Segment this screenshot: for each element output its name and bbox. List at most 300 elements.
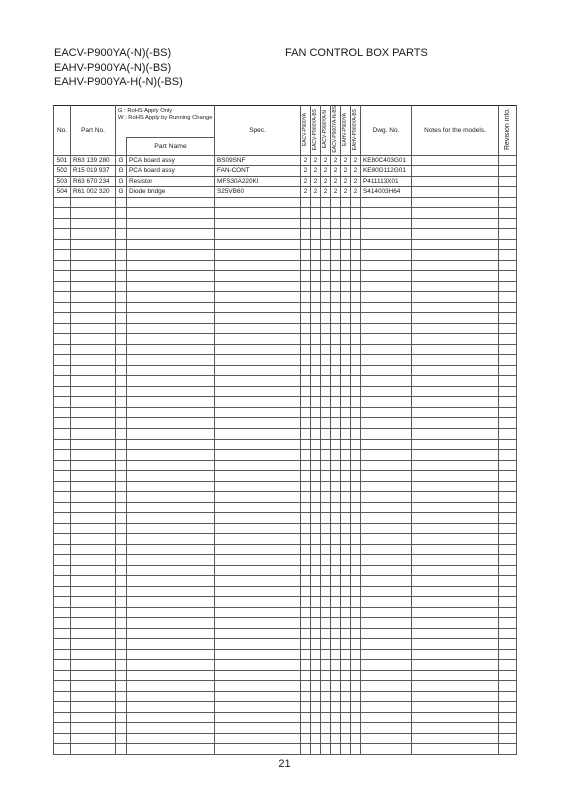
row-notes	[412, 176, 499, 187]
row-qty	[341, 618, 351, 629]
row-qty	[341, 660, 351, 671]
row-qty	[301, 344, 311, 355]
row-qty	[311, 344, 321, 355]
row-part-name	[127, 471, 215, 482]
row-no	[54, 597, 71, 608]
row-qty	[321, 597, 331, 608]
row-no	[54, 618, 71, 629]
row-rohs	[116, 544, 127, 555]
row-part-no	[71, 218, 116, 229]
row-notes	[412, 208, 499, 219]
row-notes	[412, 187, 499, 198]
row-qty	[331, 481, 341, 492]
row-qty	[321, 660, 331, 671]
row-notes	[412, 681, 499, 692]
row-revision	[499, 660, 517, 671]
table-row	[54, 386, 517, 397]
row-qty	[331, 576, 341, 587]
row-qty	[321, 313, 331, 324]
row-qty	[351, 639, 361, 650]
table-row	[54, 712, 517, 723]
row-spec: S25VB60	[215, 187, 301, 198]
row-qty	[321, 376, 331, 387]
row-qty	[351, 502, 361, 513]
row-part-no	[71, 397, 116, 408]
row-qty	[311, 250, 321, 261]
row-qty	[331, 544, 341, 555]
row-no	[54, 576, 71, 587]
row-spec: BS09SNF	[215, 155, 301, 166]
row-qty	[311, 744, 321, 755]
row-part-name	[127, 250, 215, 261]
row-notes	[412, 197, 499, 208]
row-no	[54, 492, 71, 503]
row-qty	[311, 681, 321, 692]
row-dwg-no	[361, 481, 412, 492]
table-row	[54, 513, 517, 524]
row-qty	[321, 208, 331, 219]
row-no	[54, 513, 71, 524]
row-qty	[311, 670, 321, 681]
row-no	[54, 670, 71, 681]
row-spec	[215, 397, 301, 408]
row-no	[54, 681, 71, 692]
row-qty	[321, 344, 331, 355]
row-qty	[321, 639, 331, 650]
row-no	[54, 691, 71, 702]
row-qty	[331, 281, 341, 292]
row-qty	[341, 197, 351, 208]
row-spec	[215, 281, 301, 292]
table-row	[54, 744, 517, 755]
row-spec	[215, 323, 301, 334]
row-rohs	[116, 502, 127, 513]
row-notes	[412, 365, 499, 376]
row-part-name	[127, 229, 215, 240]
row-rohs	[116, 260, 127, 271]
row-qty	[341, 460, 351, 471]
row-qty	[321, 744, 331, 755]
row-part-no	[71, 197, 116, 208]
row-spec: FAN-CONT	[215, 166, 301, 177]
row-no	[54, 229, 71, 240]
model-list	[54, 46, 183, 90]
row-qty	[301, 260, 311, 271]
row-qty: 2	[321, 187, 331, 198]
row-qty	[321, 712, 331, 723]
row-qty	[321, 218, 331, 229]
row-spec	[215, 544, 301, 555]
row-no	[54, 407, 71, 418]
row-qty	[331, 407, 341, 418]
row-part-name	[127, 702, 215, 713]
row-qty	[311, 628, 321, 639]
row-part-no	[71, 712, 116, 723]
row-qty	[351, 607, 361, 618]
row-qty	[351, 397, 361, 408]
row-qty	[351, 492, 361, 503]
row-qty: 2	[301, 155, 311, 166]
row-rohs	[116, 565, 127, 576]
table-row	[54, 355, 517, 366]
row-qty	[321, 618, 331, 629]
table-row	[54, 439, 517, 450]
row-part-no	[71, 660, 116, 671]
row-qty	[311, 218, 321, 229]
row-no	[54, 250, 71, 261]
row-dwg-no	[361, 450, 412, 461]
row-notes	[412, 376, 499, 387]
row-qty	[311, 323, 321, 334]
row-qty	[311, 397, 321, 408]
row-notes	[412, 691, 499, 702]
row-qty	[351, 649, 361, 660]
page-title: FAN CONTROL BOX PARTS	[285, 47, 428, 59]
row-qty	[341, 344, 351, 355]
row-dwg-no	[361, 281, 412, 292]
row-qty	[351, 618, 361, 629]
row-qty	[311, 386, 321, 397]
row-part-no	[71, 471, 116, 482]
row-qty	[331, 218, 341, 229]
row-qty	[321, 239, 331, 250]
row-part-name	[127, 523, 215, 534]
row-no	[54, 397, 71, 408]
row-revision	[499, 250, 517, 261]
row-spec	[215, 733, 301, 744]
row-dwg-no	[361, 334, 412, 345]
row-revision	[499, 534, 517, 545]
row-qty	[311, 555, 321, 566]
row-no	[54, 544, 71, 555]
row-qty	[341, 649, 351, 660]
row-revision	[499, 166, 517, 177]
row-qty	[301, 471, 311, 482]
row-part-name	[127, 271, 215, 282]
row-dwg-no	[361, 492, 412, 503]
row-qty	[331, 492, 341, 503]
row-qty	[341, 323, 351, 334]
row-part-no: R63 670 234	[71, 176, 116, 187]
row-spec	[215, 407, 301, 418]
row-notes	[412, 323, 499, 334]
row-part-name	[127, 481, 215, 492]
row-notes	[412, 397, 499, 408]
row-qty	[301, 681, 311, 692]
row-qty	[311, 513, 321, 524]
row-qty	[331, 660, 341, 671]
row-notes	[412, 618, 499, 629]
row-qty	[301, 481, 311, 492]
row-qty	[311, 660, 321, 671]
row-qty	[301, 197, 311, 208]
row-spec	[215, 429, 301, 440]
table-row	[54, 281, 517, 292]
row-qty: 2	[321, 176, 331, 187]
row-qty	[301, 492, 311, 503]
row-rohs	[116, 429, 127, 440]
row-qty	[341, 702, 351, 713]
row-qty	[301, 376, 311, 387]
row-qty	[351, 334, 361, 345]
row-qty	[331, 292, 341, 303]
row-qty	[341, 313, 351, 324]
row-qty	[321, 386, 331, 397]
row-qty	[351, 355, 361, 366]
row-qty	[351, 523, 361, 534]
row-qty	[351, 197, 361, 208]
row-qty	[301, 365, 311, 376]
row-no: 502	[54, 166, 71, 177]
row-part-name: PCA board assy	[127, 166, 215, 177]
row-dwg-no	[361, 513, 412, 524]
row-notes	[412, 523, 499, 534]
row-notes	[412, 155, 499, 166]
row-qty	[301, 229, 311, 240]
row-part-no: R15 019 937	[71, 166, 116, 177]
row-part-name	[127, 418, 215, 429]
row-no	[54, 323, 71, 334]
table-row	[54, 607, 517, 618]
row-rohs	[116, 712, 127, 723]
row-qty	[311, 649, 321, 660]
row-qty	[331, 197, 341, 208]
row-qty: 2	[351, 166, 361, 177]
row-notes	[412, 502, 499, 513]
row-qty	[331, 639, 341, 650]
row-rohs: G	[116, 187, 127, 198]
row-part-no	[71, 450, 116, 461]
row-qty	[341, 691, 351, 702]
row-notes	[412, 386, 499, 397]
row-qty	[351, 660, 361, 671]
row-dwg-no	[361, 386, 412, 397]
row-notes	[412, 586, 499, 597]
row-qty	[331, 691, 341, 702]
row-revision	[499, 429, 517, 440]
row-qty: 2	[331, 187, 341, 198]
row-revision	[499, 639, 517, 650]
row-qty	[341, 376, 351, 387]
row-qty	[331, 502, 341, 513]
row-qty: 2	[301, 187, 311, 198]
table-row	[54, 576, 517, 587]
table-row	[54, 376, 517, 387]
table-row	[54, 492, 517, 503]
row-notes	[412, 733, 499, 744]
row-qty: 2	[341, 187, 351, 198]
row-rohs	[116, 460, 127, 471]
row-qty: 2	[321, 166, 331, 177]
row-dwg-no	[361, 555, 412, 566]
row-qty	[321, 334, 331, 345]
row-spec	[215, 344, 301, 355]
row-part-no	[71, 365, 116, 376]
row-notes	[412, 334, 499, 345]
row-qty	[331, 386, 341, 397]
row-qty	[321, 691, 331, 702]
row-revision	[499, 607, 517, 618]
row-rohs	[116, 197, 127, 208]
row-part-no	[71, 555, 116, 566]
row-rohs	[116, 355, 127, 366]
row-no	[54, 639, 71, 650]
row-qty	[351, 302, 361, 313]
row-qty	[331, 670, 341, 681]
row-revision	[499, 481, 517, 492]
row-revision	[499, 670, 517, 681]
table-row	[54, 523, 517, 534]
row-qty	[311, 271, 321, 282]
row-qty	[321, 523, 331, 534]
row-qty	[301, 544, 311, 555]
row-revision	[499, 418, 517, 429]
row-spec	[215, 723, 301, 734]
row-revision	[499, 597, 517, 608]
row-qty	[331, 702, 341, 713]
row-qty	[321, 397, 331, 408]
row-revision	[499, 691, 517, 702]
row-part-no	[71, 597, 116, 608]
row-notes	[412, 534, 499, 545]
row-no	[54, 429, 71, 440]
row-spec	[215, 555, 301, 566]
row-qty	[301, 334, 311, 345]
table-row	[54, 723, 517, 734]
row-revision	[499, 628, 517, 639]
row-dwg-no	[361, 523, 412, 534]
row-qty	[331, 523, 341, 534]
row-qty	[321, 460, 331, 471]
row-qty	[341, 544, 351, 555]
row-qty	[321, 439, 331, 450]
row-qty: 2	[311, 176, 321, 187]
row-dwg-no	[361, 691, 412, 702]
row-part-name	[127, 492, 215, 503]
table-row	[54, 155, 517, 166]
row-part-no	[71, 649, 116, 660]
row-revision	[499, 386, 517, 397]
row-qty	[331, 618, 341, 629]
row-revision	[499, 744, 517, 755]
row-no	[54, 365, 71, 376]
row-qty	[331, 471, 341, 482]
row-notes	[412, 576, 499, 587]
row-part-name	[127, 281, 215, 292]
row-qty	[311, 355, 321, 366]
row-qty	[321, 271, 331, 282]
row-dwg-no	[361, 313, 412, 324]
row-qty	[321, 681, 331, 692]
row-qty	[311, 365, 321, 376]
row-notes	[412, 544, 499, 555]
row-qty	[341, 407, 351, 418]
row-spec	[215, 418, 301, 429]
row-qty	[311, 523, 321, 534]
row-spec	[215, 334, 301, 345]
row-part-no	[71, 681, 116, 692]
row-no	[54, 534, 71, 545]
table-row	[54, 681, 517, 692]
row-qty	[331, 723, 341, 734]
row-notes	[412, 439, 499, 450]
row-part-no	[71, 292, 116, 303]
row-no: 501	[54, 155, 71, 166]
table-row	[54, 176, 517, 187]
header-model-1	[301, 106, 311, 156]
row-qty	[321, 649, 331, 660]
table-row	[54, 429, 517, 440]
row-dwg-no	[361, 365, 412, 376]
row-qty	[311, 460, 321, 471]
row-part-no	[71, 271, 116, 282]
row-revision	[499, 649, 517, 660]
row-qty	[301, 239, 311, 250]
table-row	[54, 639, 517, 650]
row-qty	[301, 218, 311, 229]
row-part-no	[71, 744, 116, 755]
row-dwg-no: S414003H64	[361, 187, 412, 198]
row-dwg-no	[361, 607, 412, 618]
row-qty	[351, 365, 361, 376]
row-part-name	[127, 544, 215, 555]
table-row	[54, 323, 517, 334]
row-rohs	[116, 607, 127, 618]
row-qty	[351, 460, 361, 471]
row-qty	[321, 450, 331, 461]
row-notes	[412, 239, 499, 250]
row-dwg-no	[361, 271, 412, 282]
row-qty	[311, 239, 321, 250]
row-qty	[321, 197, 331, 208]
row-spec	[215, 670, 301, 681]
row-dwg-no	[361, 660, 412, 671]
row-notes	[412, 555, 499, 566]
row-dwg-no	[361, 302, 412, 313]
page-number: 21	[278, 758, 291, 770]
parts-table	[53, 105, 517, 755]
row-spec	[215, 660, 301, 671]
row-part-no	[71, 513, 116, 524]
row-qty	[351, 250, 361, 261]
row-qty	[351, 628, 361, 639]
row-part-name	[127, 670, 215, 681]
row-qty	[311, 450, 321, 461]
header-model-6	[351, 106, 361, 156]
row-revision	[499, 555, 517, 566]
row-rohs	[116, 386, 127, 397]
row-qty	[301, 292, 311, 303]
row-qty	[301, 660, 311, 671]
row-part-name	[127, 323, 215, 334]
row-part-name: Resistor	[127, 176, 215, 187]
row-part-name	[127, 639, 215, 650]
row-qty	[311, 292, 321, 303]
row-dwg-no	[361, 618, 412, 629]
row-qty	[321, 555, 331, 566]
row-rohs	[116, 691, 127, 702]
row-revision	[499, 187, 517, 198]
row-dwg-no	[361, 712, 412, 723]
table-row	[54, 271, 517, 282]
row-qty	[331, 565, 341, 576]
row-qty	[351, 386, 361, 397]
header-no: No.	[54, 106, 71, 156]
row-qty	[331, 271, 341, 282]
table-row	[54, 597, 517, 608]
row-rohs: G	[116, 166, 127, 177]
row-qty	[341, 670, 351, 681]
